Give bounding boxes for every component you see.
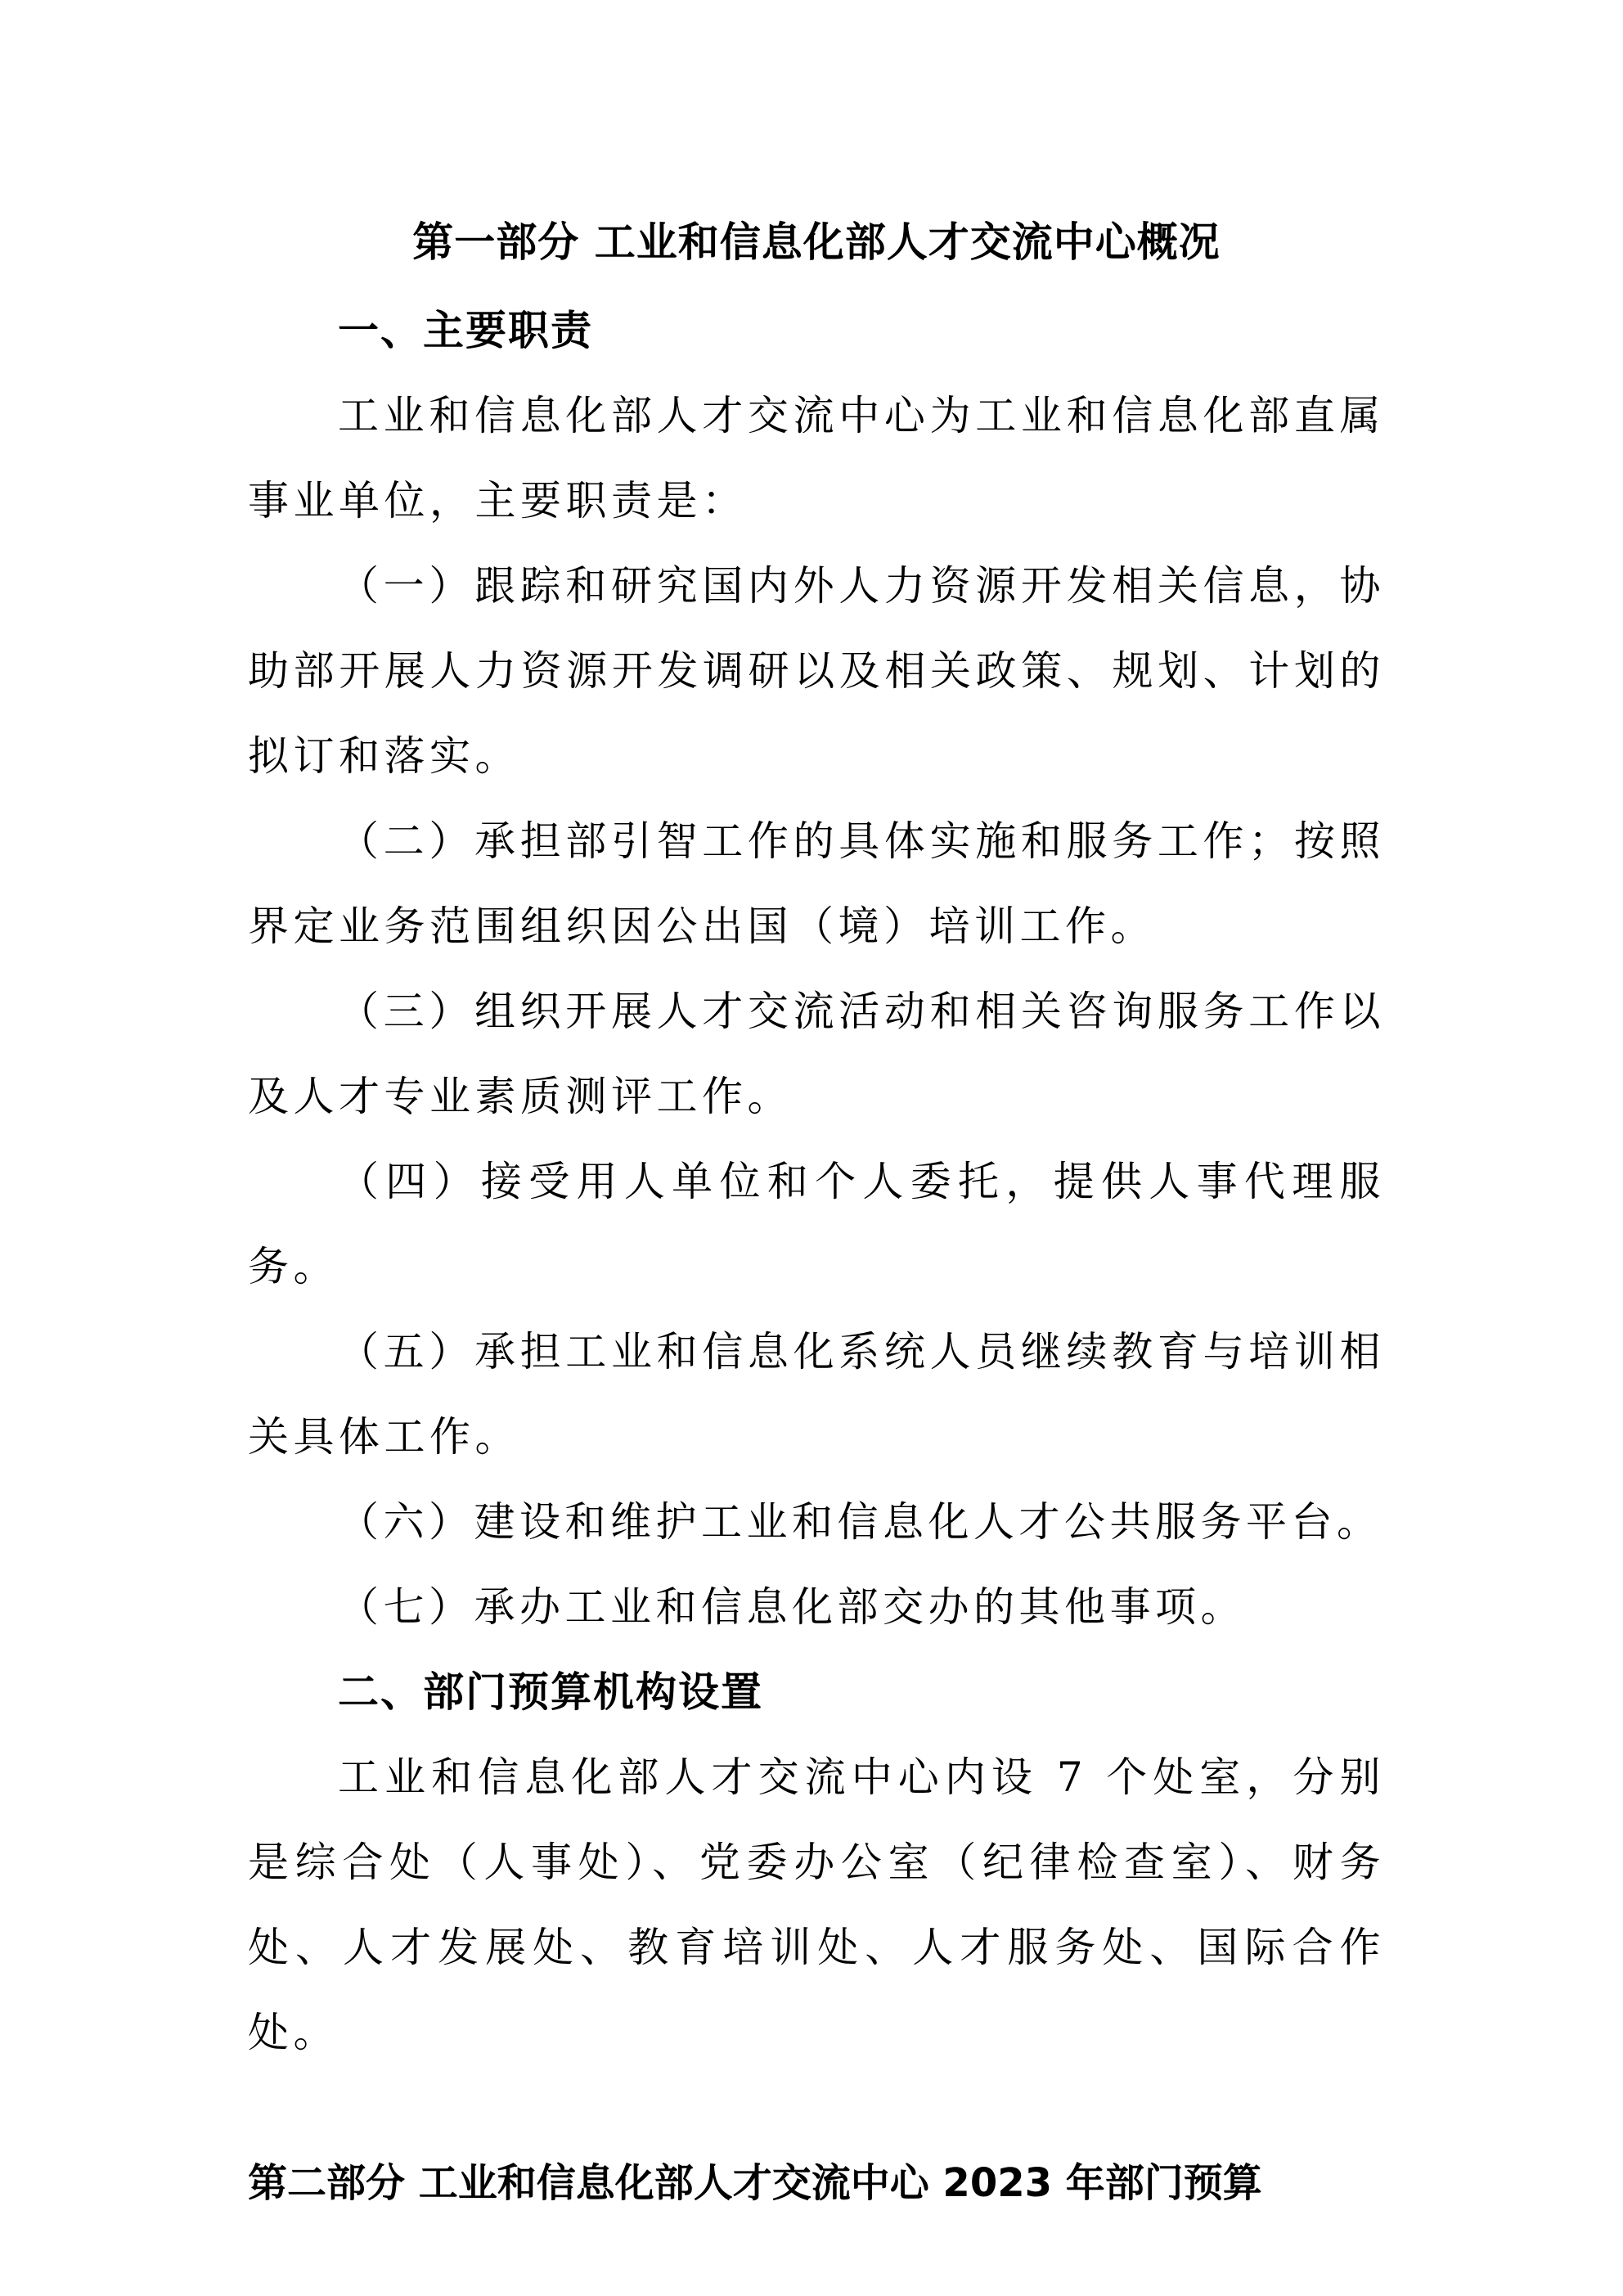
duty-item-6: （六）建设和维护工业和信息化人才公共服务平台。	[338, 1498, 1382, 1546]
document-body	[248, 196, 1385, 2226]
duty-item-5: （五）承担工业和信息化系统人员继续教育与培训相关具体工作。	[248, 1328, 1385, 1461]
part1-title: 第一部分 工业和信息化部人才交流中心概况	[412, 218, 1221, 266]
duty-item-2: （二）承担部引智工作的具体实施和服务工作；按照界定业务范围组织因公出国（境）培训工作。	[248, 817, 1385, 950]
duty-item-3: （三）组织开展人才交流活动和相关咨询服务工作以及人才专业素质测评工作。	[248, 988, 1385, 1120]
intro-paragraph: 工业和信息化部人才交流中心为工业和信息化部直属事业单位，主要职责是：	[248, 392, 1385, 524]
duty-item-4: （四）接受用人单位和个人委托，提供人事代理服务。	[248, 1158, 1385, 1290]
duty-item-1: （一）跟踪和研究国内外人力资源开发相关信息，协助部开展人力资源开发调研以及相关政策、规划、计划的拟订和落实。	[248, 562, 1385, 780]
section-heading-org-structure: 二、部门预算机构设置	[338, 1668, 763, 1716]
duty-item-7: （七）承办工业和信息化部交办的其他事项。	[338, 1583, 1246, 1631]
section-spacer	[248, 2075, 1385, 2141]
part2-title: 第二部分 工业和信息化部人才交流中心 2023 年部门预算	[248, 2160, 1262, 2206]
structure-paragraph: 工业和信息化部人才交流中心内设 7 个处室，分别是综合处（人事处）、党委办公室（纪律检查室）、财务处、人才发展处、教育培训处、人才服务处、国际合作处。	[248, 1754, 1385, 2056]
section-heading-main-duties: 一、主要职责	[338, 306, 593, 354]
